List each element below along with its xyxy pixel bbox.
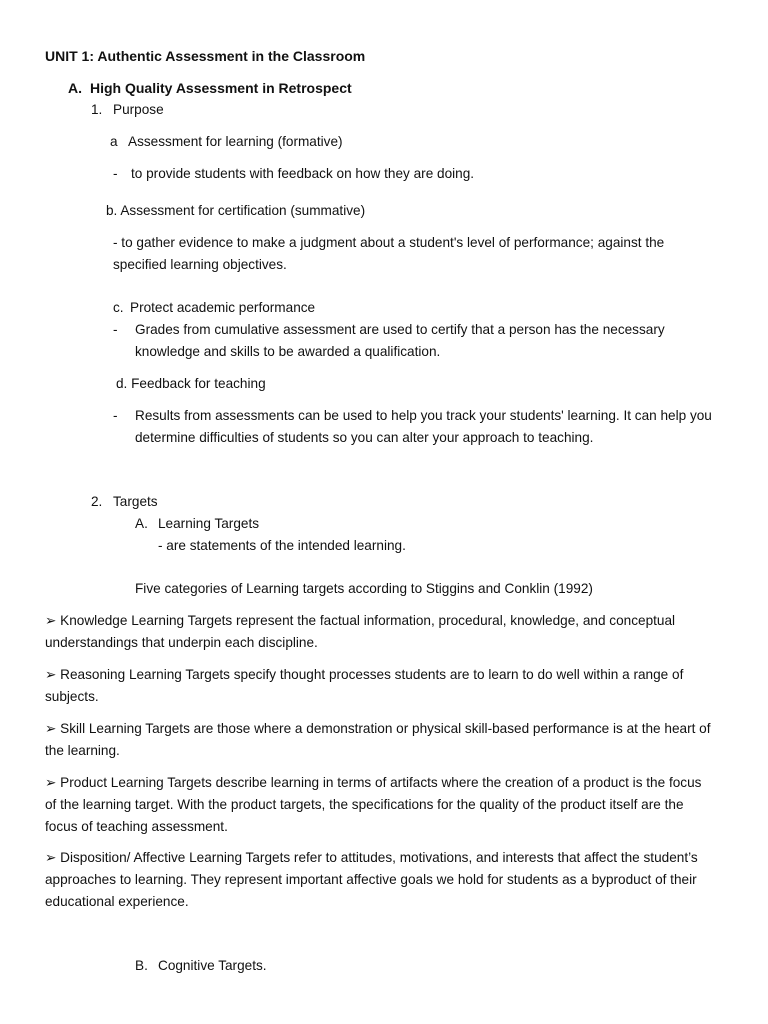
item-c-desc-line1: Grades from cumulative assessment are used to certify that a person has the necessary <box>135 322 665 337</box>
item-d-label: d. Feedback for teaching <box>116 376 266 391</box>
bullet-disposition-line2: approaches to learning. They represent important affective goals we hold for students as a byproduct of their <box>45 872 697 887</box>
item-c-label: Protect academic performance <box>130 300 316 315</box>
section-a-marker: A. <box>68 80 82 96</box>
item-c-desc-line2: knowledge and skills to be awarded a qualification. <box>135 344 441 359</box>
bullet-product-line2: of the learning target. With the product targets, the specifications for the quality of the product itself are the <box>45 797 684 812</box>
item-d-desc-line1: Results from assessments can be used to help you track your students' learning. It can help you <box>135 408 712 423</box>
targets-title: Targets <box>113 494 158 509</box>
item-b-label: b. Assessment for certification (summative) <box>106 203 366 218</box>
item-a-desc: to provide students with feedback on how they are doing. <box>131 166 475 181</box>
item-a-label: Assessment for learning (formative) <box>128 134 343 149</box>
item-a-dash: - <box>113 166 118 181</box>
item-b-desc-line1: - to gather evidence to make a judgment about a student's level of performance; against the <box>113 235 665 250</box>
learning-targets-marker: A. <box>135 516 148 531</box>
bullet-disposition-line1: ➢ Disposition/ Affective Learning Targets refer to attitudes, motivations, and interests that affect the student’s <box>45 850 698 865</box>
categories-intro: Five categories of Learning targets according to Stiggins and Conklin (1992) <box>135 581 593 596</box>
bullet-product-line3: focus of teaching assessment. <box>45 819 228 834</box>
bullet-reasoning-line2: subjects. <box>45 689 99 704</box>
item-a-marker: a <box>110 134 118 149</box>
learning-targets-desc: - are statements of the intended learning. <box>158 538 406 553</box>
targets-marker: 2. <box>91 494 103 509</box>
item-d-dash: - <box>113 408 118 423</box>
bullet-product-line1: ➢ Product Learning Targets describe learning in terms of artifacts where the creation of a product is the focus <box>45 775 702 790</box>
purpose-title: Purpose <box>113 102 164 117</box>
bullet-disposition-line3: educational experience. <box>45 894 189 909</box>
item-c-marker: c. <box>113 300 124 315</box>
item-d-desc-line2: determine difficulties of students so you can alter your approach to teaching. <box>135 430 594 445</box>
item-b-desc-line2: specified learning objectives. <box>113 257 287 272</box>
learning-targets-title: Learning Targets <box>158 516 260 531</box>
bullet-skill-line1: ➢ Skill Learning Targets are those where a demonstration or physical skill-based performance is at the heart of <box>45 721 711 736</box>
cognitive-targets-marker: B. <box>135 958 148 973</box>
unit-title: UNIT 1: Authentic Assessment in the Classroom <box>45 48 366 64</box>
cognitive-targets-title: Cognitive Targets. <box>158 958 267 973</box>
bullet-reasoning-line1: ➢ Reasoning Learning Targets specify thought processes students are to learn to do well within a range of <box>45 667 684 682</box>
bullet-knowledge-line1: ➢ Knowledge Learning Targets represent the factual information, procedural, knowledge, and conceptual <box>45 613 676 628</box>
bullet-skill-line2: the learning. <box>45 743 120 758</box>
section-a-title: High Quality Assessment in Retrospect <box>90 80 352 96</box>
purpose-marker: 1. <box>91 102 103 117</box>
item-c-dash: - <box>113 322 118 337</box>
bullet-knowledge-line2: understandings that underpin each discipline. <box>45 635 318 650</box>
